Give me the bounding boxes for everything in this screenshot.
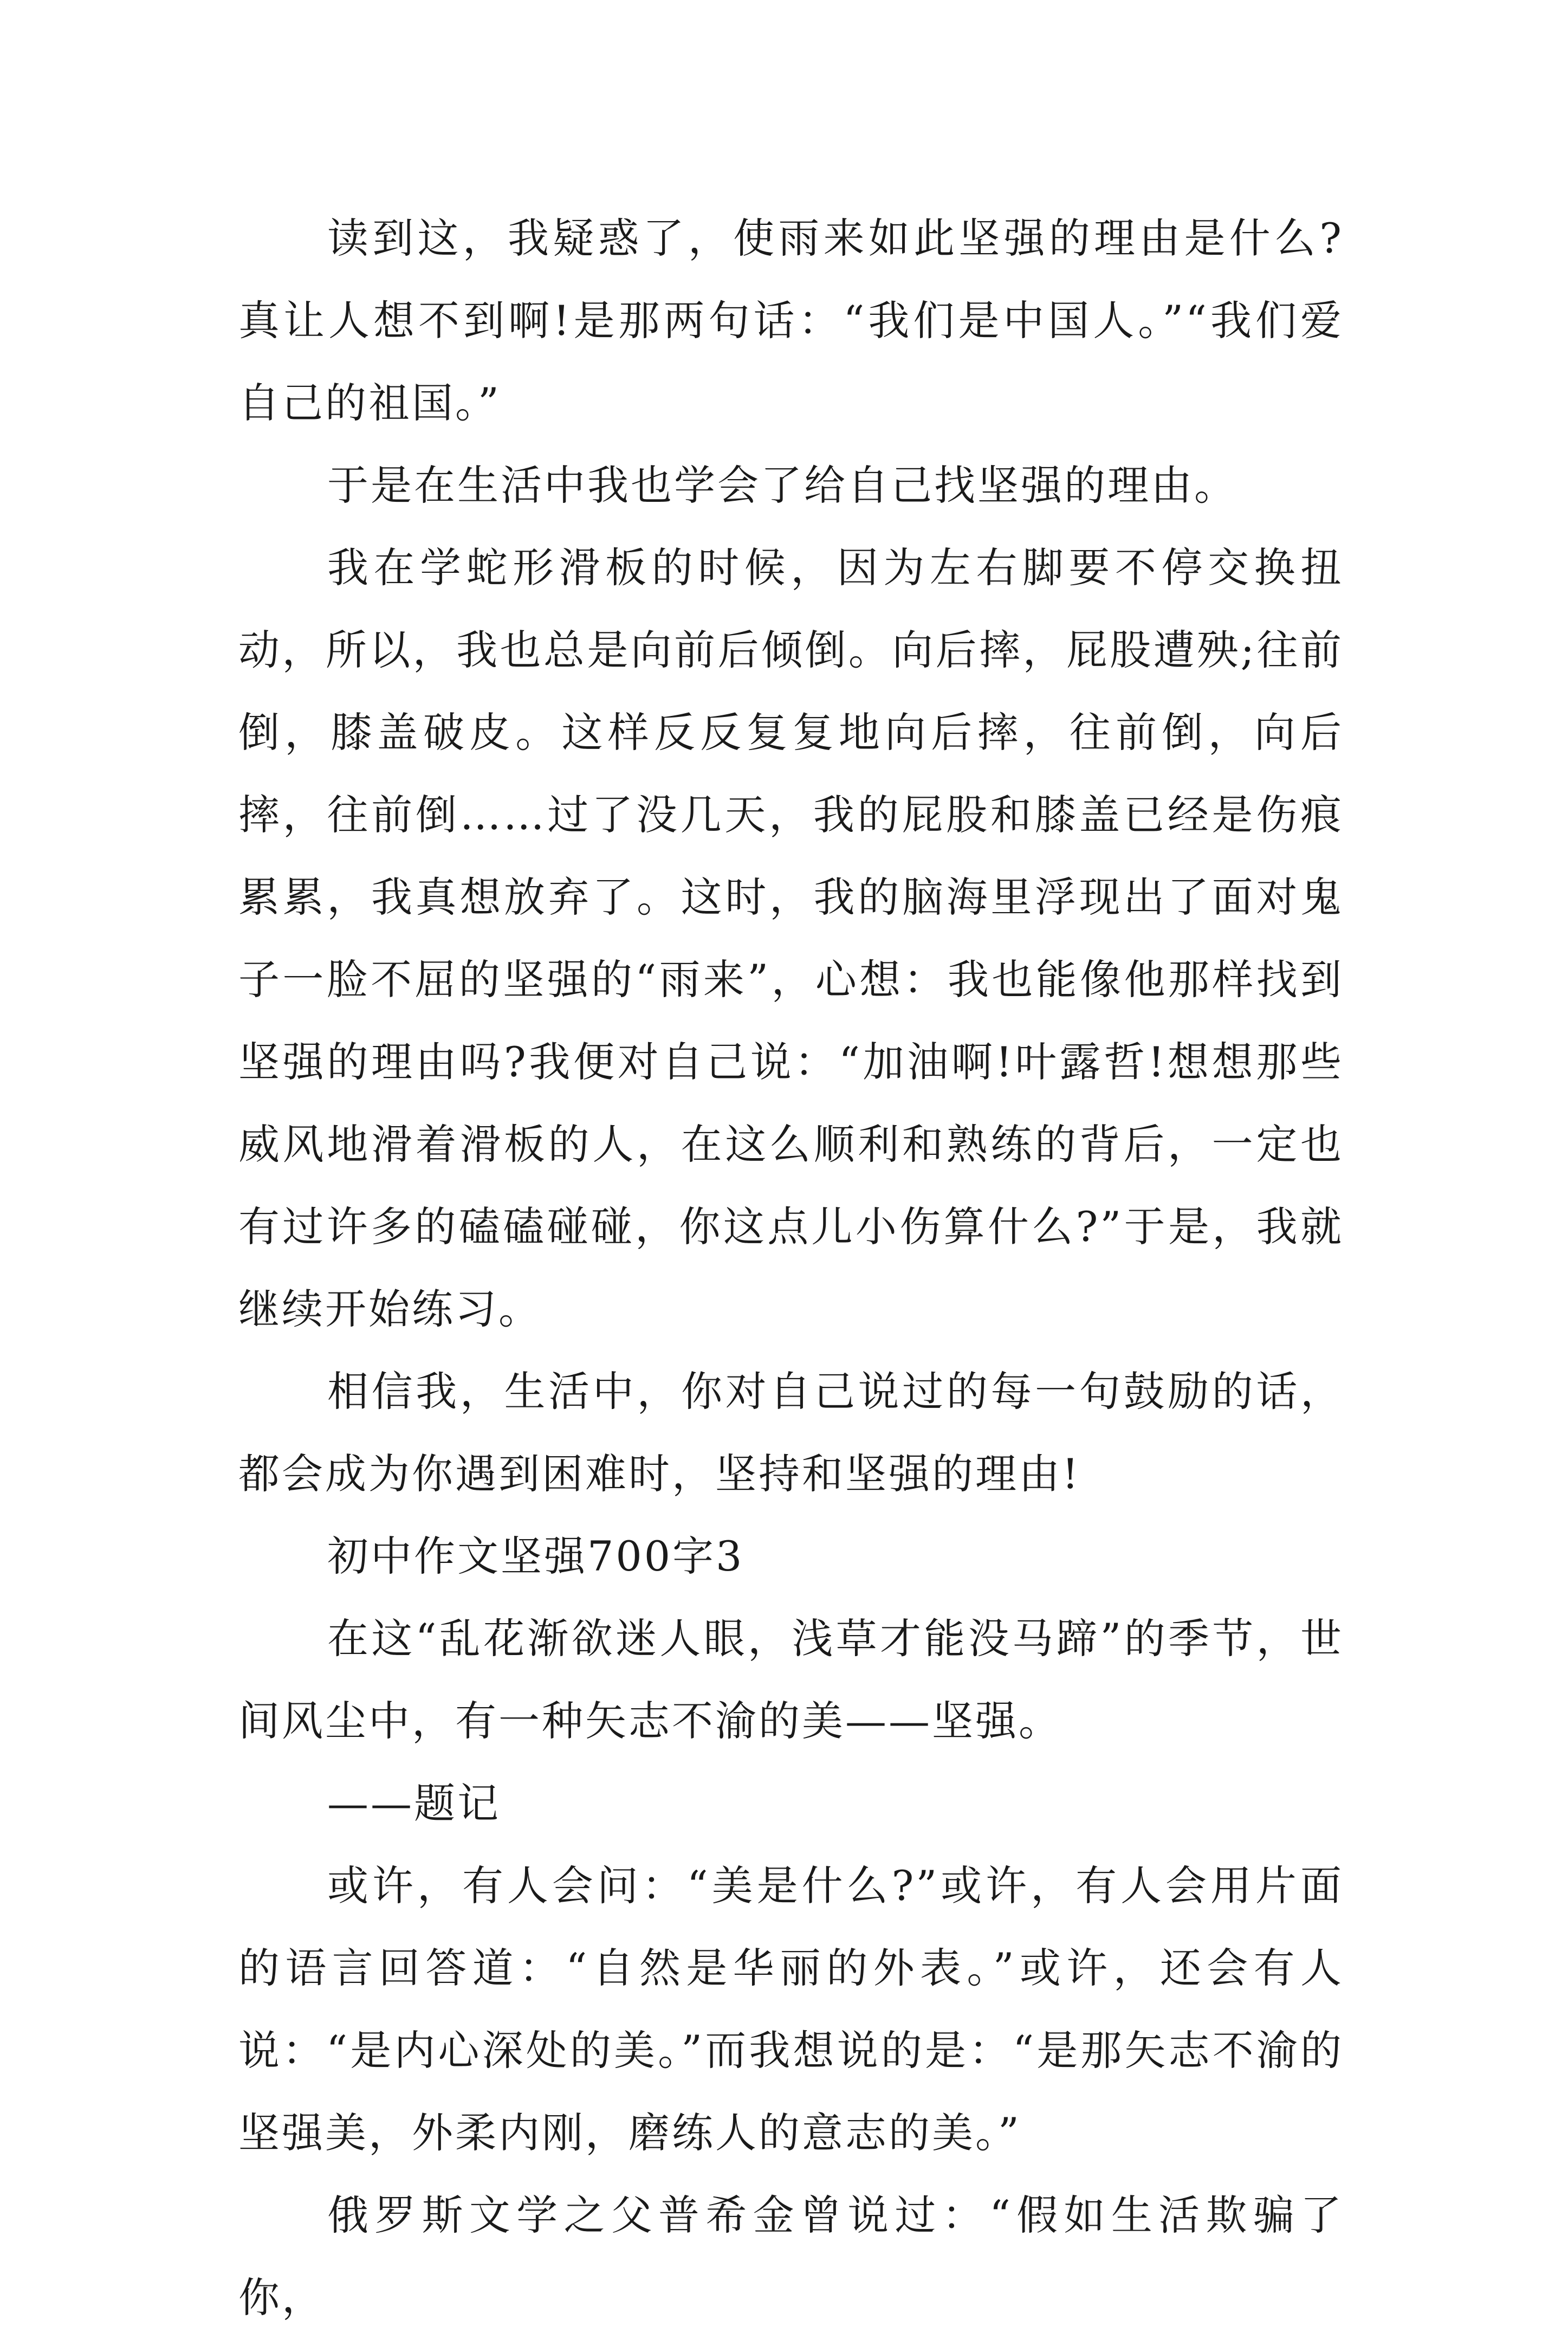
epigraph-attribution: ——题记 bbox=[327, 1779, 501, 1827]
paragraph-epigraph: 在这“乱花渐欲迷人眼，浅草才能没马蹄”的季节，世间风尘中，有一种矢志不渝的美——坚强。 bbox=[238, 1614, 1344, 1745]
paragraph-encouragement: 相信我，生活中，你对自己说过的每一句鼓励的话，都会成为你遇到困难时，坚持和坚强的理由! bbox=[238, 1367, 1344, 1498]
paragraph-reason-question: 读到这，我疑惑了，使雨来如此坚强的理由是什么?真让人想不到啊!是那两句话：“我们是中国人。”“我们爱自己的祖国。” bbox=[238, 214, 1344, 427]
paragraph-skateboard-story: 我在学蛇形滑板的时候，因为左右脚要不停交换扭动，所以，我也总是向前后倾倒。向后摔，屁股遭殃;往前倒，膝盖破皮。这样反反复复地向后摔，往前倒，向后摔，往前倒……过了没几天，我的屁股和膝盖已经是伤痕累累，我真想放弃了。这时，我的脑海里浮现出了面对鬼子一脸不屈的坚强的“雨来”，心想：我也能像他那样找到坚强的理由吗?我便对自己说：“加油啊!叶露哲!想想那些威风地滑着滑板的人，在这么顺利和熟练的背后，一定也有过许多的磕磕碰碰，你这点儿小伤算什么?”于是，我就继续开始练习。 bbox=[238, 544, 1344, 1333]
paragraph-pushkin-quote: 俄罗斯文学之父普希金曾说过：“假如生活欺骗了你， bbox=[238, 2191, 1344, 2322]
essay-body bbox=[238, 197, 1344, 2339]
paragraph-what-is-beauty: 或许，有人会问：“美是什么?”或许，有人会用片面的语言回答道：“自然是华丽的外表。”或许，还会有人说：“是内心深处的美。”而我想说的是：“是那矢志不渝的坚强美，外柔内刚，磨练人的意志的美。” bbox=[238, 1862, 1344, 2157]
essay-heading: 初中作文坚强700字3 bbox=[327, 1532, 744, 1580]
paragraph-learned-reason: 于是在生活中我也学会了给自己找坚强的理由。 bbox=[327, 461, 1237, 509]
